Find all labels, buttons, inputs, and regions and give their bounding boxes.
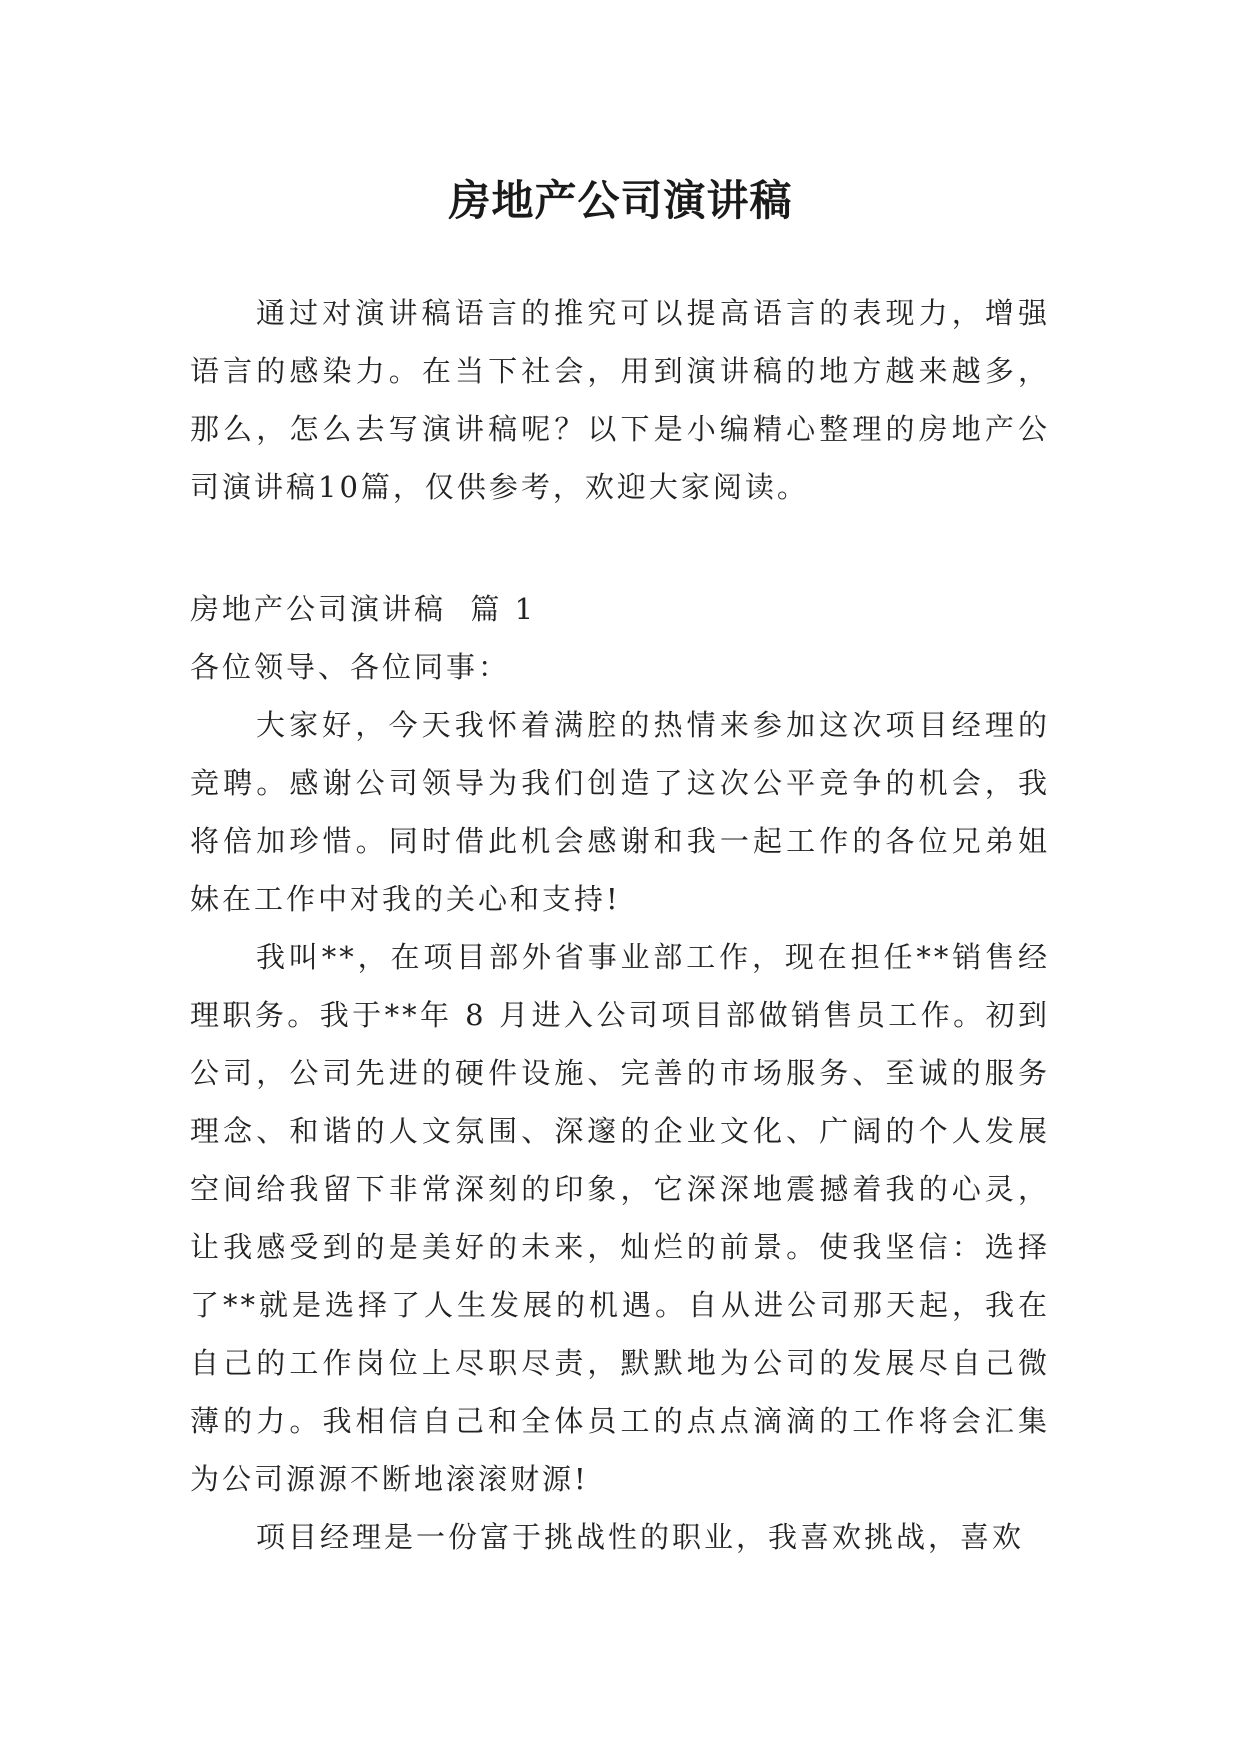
body-paragraph: 大家好，今天我怀着满腔的热情来参加这次项目经理的竞聘。感谢公司领导为我们创造了这次公平竞争的机会，我将倍加珍惜。同时借此机会感谢和我一起工作的各位兄弟姐妹在工作中对我的关心和支持! bbox=[190, 708, 1050, 916]
document-title: 房地产公司演讲稿 bbox=[448, 176, 793, 226]
salutation: 各位领导、各位同事： bbox=[190, 650, 511, 684]
body-paragraph: 项目经理是一份富于挑战性的职业，我喜欢挑战，喜欢 bbox=[256, 1520, 1025, 1554]
body-paragraph: 我叫**，在项目部外省事业部工作，现在担任**销售经理职务。我于**年 8 月进入公司项目部做销售员工作。初到公司，公司先进的硬件设施、完善的市场服务、至诚的服务理念、和谐的人文氛围、深邃的企业文化、广阔的个人发展空间给我留下非常深刻的印象，它深深地震撼着我的心灵，让我感受到的是美好的未来，灿烂的前景。使我坚信：选择了**就是选择了人生发展的机遇。自从进公司那天起，我在自己的工作岗位上尽职尽责，默默地为公司的发展尽自己微薄的力。我相信自己和全体员工的点点滴滴的工作将会汇集为公司源源不断地滚滚财源! bbox=[190, 940, 1050, 1496]
section-heading: 房地产公司演讲稿 篇 1 bbox=[190, 592, 537, 626]
intro-paragraph: 通过对演讲稿语言的推究可以提高语言的表现力，增强语言的感染力。在当下社会，用到演讲稿的地方越来越多，那么，怎么去写演讲稿呢？以下是小编精心整理的房地产公司演讲稿10篇，仅供参考，欢迎大家阅读。 bbox=[190, 296, 1050, 504]
